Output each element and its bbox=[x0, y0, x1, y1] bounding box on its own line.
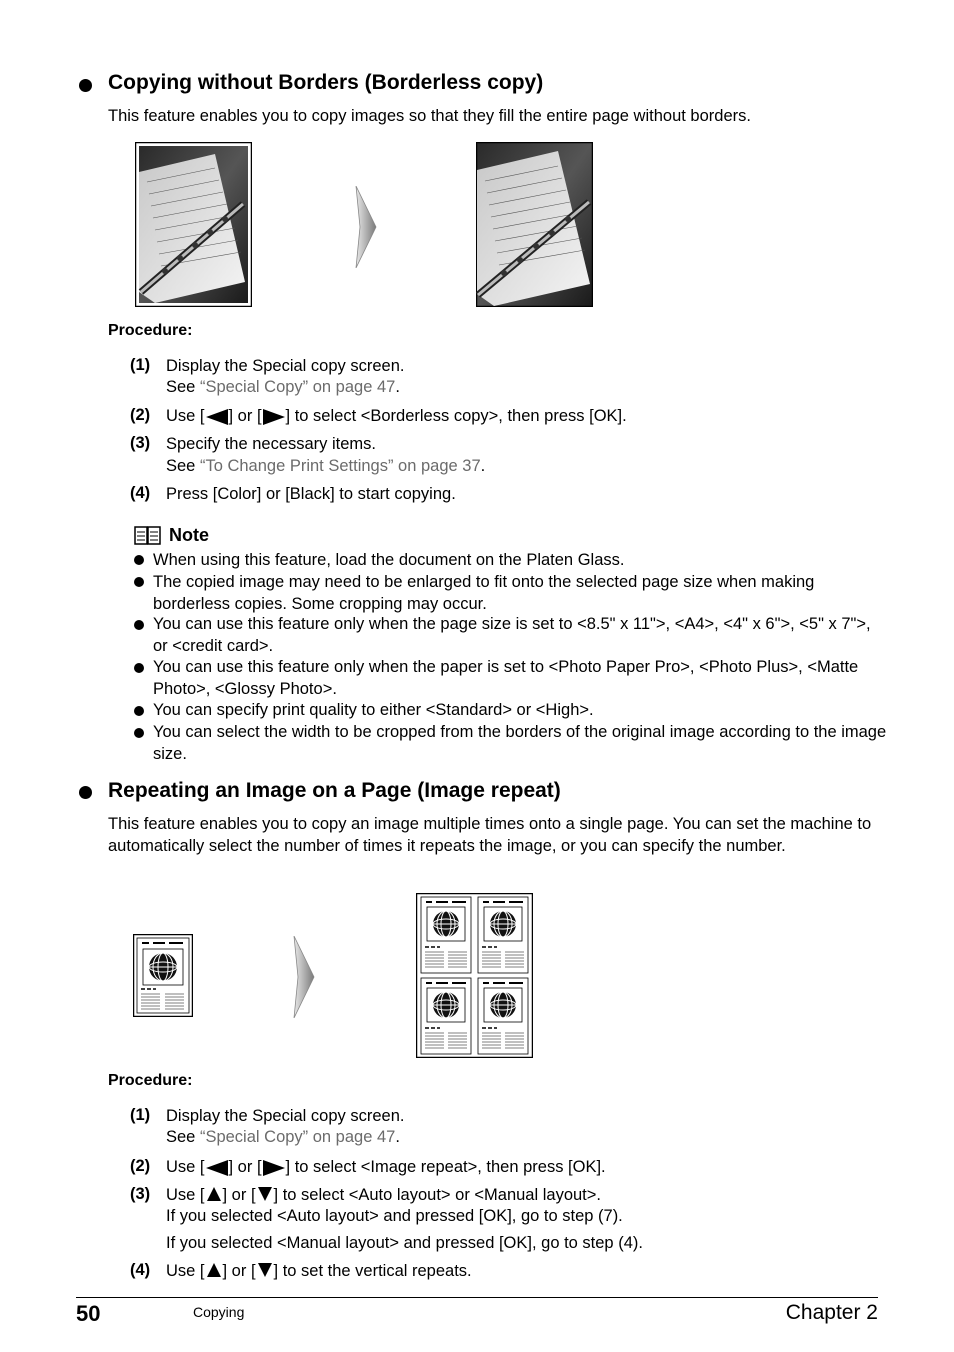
single-image-page bbox=[133, 934, 193, 1017]
footer-rule bbox=[76, 1297, 878, 1298]
repeated-images-page bbox=[416, 893, 533, 1058]
step-text-pre: Use [ bbox=[166, 407, 205, 425]
right-arrow-icon bbox=[263, 409, 285, 425]
period: . bbox=[395, 378, 400, 396]
note-item: You can use this feature only when the page size is set to <8.5" x 11">, <A4>, <4" x 6">, <5" x 7">, or <credit card>. bbox=[153, 615, 871, 655]
left-arrow-icon bbox=[206, 1160, 228, 1176]
see-prefix: See bbox=[166, 457, 200, 475]
step-text-mid: ] or [ bbox=[222, 1186, 256, 1204]
procedure-label: Procedure: bbox=[108, 322, 193, 339]
note-bullet bbox=[134, 663, 144, 673]
see-prefix: See bbox=[166, 378, 200, 396]
special-copy-link[interactable]: “Special Copy” on page 47 bbox=[199, 1128, 396, 1146]
step-number: (1) bbox=[130, 356, 151, 374]
step-text bbox=[166, 1185, 601, 1207]
left-arrow-icon bbox=[206, 409, 228, 425]
original-photo-with-border bbox=[135, 142, 252, 307]
up-arrow-icon bbox=[207, 1263, 221, 1277]
step-text-line2: If you selected <Auto layout> and pressed [OK], go to step (7). bbox=[166, 1207, 623, 1225]
borderless-copy-photo bbox=[476, 142, 593, 307]
step-number: (1) bbox=[130, 1106, 151, 1124]
step-text: Display the Special copy screen. bbox=[166, 1107, 405, 1125]
step-number: (4) bbox=[130, 1261, 151, 1279]
period: . bbox=[395, 1128, 400, 1146]
footer-section: Copying bbox=[193, 1304, 245, 1320]
see-prefix: See bbox=[166, 1128, 200, 1146]
step-text-pre: Use [ bbox=[166, 1262, 205, 1280]
section-bullet bbox=[79, 786, 92, 799]
step-text-post: ] to set the vertical repeats. bbox=[273, 1262, 472, 1280]
step-text-mid: ] or [ bbox=[228, 1158, 262, 1176]
down-arrow-icon bbox=[258, 1263, 272, 1277]
step-number: (4) bbox=[130, 484, 151, 502]
note-bullet bbox=[134, 620, 144, 630]
print-settings-link[interactable]: “To Change Print Settings” on page 37 bbox=[199, 457, 481, 475]
special-copy-link[interactable]: “Special Copy” on page 47 bbox=[199, 378, 396, 396]
arrow-right-icon bbox=[292, 936, 316, 1018]
step-text-mid: ] or [ bbox=[228, 407, 262, 425]
step-number: (2) bbox=[130, 406, 151, 424]
note-bullet bbox=[134, 555, 144, 565]
note-title: Note bbox=[169, 525, 209, 545]
step-text bbox=[166, 406, 627, 428]
step-text: Display the Special copy screen. bbox=[166, 357, 405, 375]
step-text-pre: Use [ bbox=[166, 1158, 205, 1176]
footer-chapter: Chapter 2 bbox=[785, 1301, 878, 1324]
note-bullet bbox=[134, 728, 144, 738]
step-see-line bbox=[166, 1127, 400, 1149]
step-text: Specify the necessary items. bbox=[166, 435, 377, 453]
down-arrow-icon bbox=[258, 1187, 272, 1201]
step-text-post: ] to select <Auto layout> or <Manual layout>. bbox=[273, 1186, 601, 1204]
step-text bbox=[166, 1157, 606, 1179]
step-text-post: ] to select <Borderless copy>, then press [OK]. bbox=[285, 407, 627, 425]
step-text-pre: Use [ bbox=[166, 1186, 205, 1204]
step-text-mid: ] or [ bbox=[222, 1262, 256, 1280]
note-item: You can specify print quality to either <Standard> or <High>. bbox=[153, 701, 594, 719]
section-intro: This feature enables you to copy images so that they fill the entire page without borders. bbox=[108, 107, 751, 125]
note-bullet bbox=[134, 706, 144, 716]
step-see-line bbox=[166, 456, 485, 478]
step-text: Press [Color] or [Black] to start copying. bbox=[166, 485, 456, 503]
step-number: (2) bbox=[130, 1157, 151, 1175]
step-text-line3: If you selected <Manual layout> and pressed [OK], go to step (4). bbox=[166, 1234, 643, 1252]
step-number: (3) bbox=[130, 434, 151, 452]
page-number: 50 bbox=[76, 1301, 101, 1326]
arrow-right-icon bbox=[354, 186, 378, 268]
up-arrow-icon bbox=[207, 1187, 221, 1201]
step-number: (3) bbox=[130, 1185, 151, 1203]
step-text-post: ] to select <Image repeat>, then press [OK]. bbox=[285, 1158, 606, 1176]
note-item: You can select the width to be cropped from the borders of the original image according to the image size. bbox=[153, 723, 887, 763]
section-bullet bbox=[79, 79, 92, 92]
step-text bbox=[166, 1261, 472, 1283]
note-bullet bbox=[134, 577, 144, 587]
note-item: When using this feature, load the document on the Platen Glass. bbox=[153, 551, 625, 569]
right-arrow-icon bbox=[263, 1160, 285, 1176]
period: . bbox=[480, 457, 486, 475]
procedure-label: Procedure: bbox=[108, 1072, 193, 1089]
note-item: You can use this feature only when the paper is set to <Photo Paper Pro>, <Photo Plus>, <Matte Photo>, <Glossy Photo>. bbox=[153, 658, 859, 698]
step-see-line bbox=[166, 377, 400, 399]
section-intro: This feature enables you to copy an image multiple times onto a single page. You can set the machine to automatically select the number of times it repeats the image, or you can specify the number. bbox=[108, 815, 872, 855]
section-title-image-repeat: Repeating an Image on a Page (Image repeat) bbox=[108, 779, 561, 802]
note-book-icon bbox=[134, 526, 162, 546]
note-item: The copied image may need to be enlarged to fit onto the selected page size when making borderless copies. Some cropping may occur. bbox=[153, 573, 815, 613]
section-title-borderless: Copying without Borders (Borderless copy) bbox=[108, 71, 544, 94]
